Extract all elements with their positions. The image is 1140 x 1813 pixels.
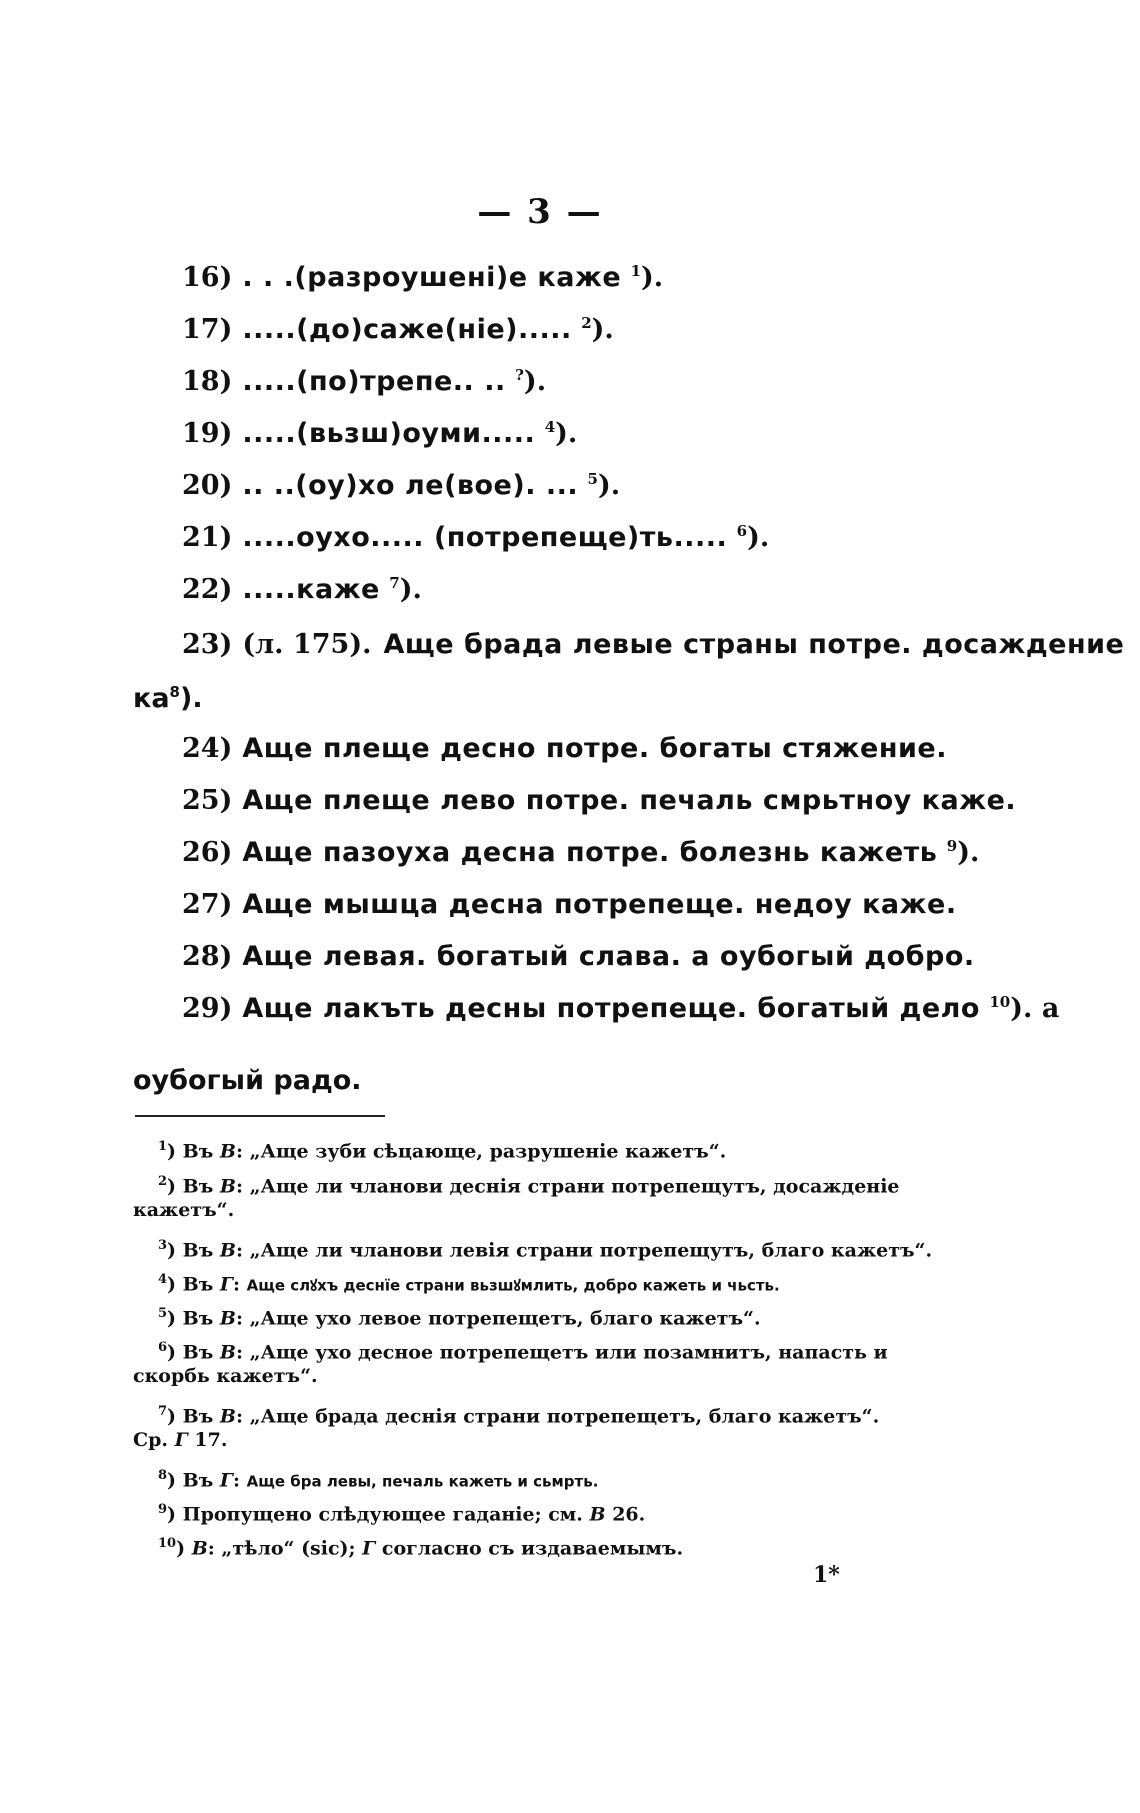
- entry-23-continuation-tail: ).: [179, 683, 203, 714]
- signature-mark: 1*: [813, 1562, 840, 1588]
- footnote-text: ) Въ: [167, 1469, 220, 1492]
- footnote-divider: [135, 1115, 385, 1117]
- entry-number: 24): [182, 733, 233, 764]
- footnote-continuation: [133, 1364, 318, 1388]
- entry-text: .....каже: [242, 574, 380, 605]
- footnote-ref: 1: [630, 262, 641, 280]
- footnote-text: 26.: [605, 1503, 646, 1526]
- entry-text: Аще мышца десна потрепеще. недоу каже.: [242, 889, 957, 920]
- manuscript-siglum: В: [219, 1307, 236, 1330]
- footnote-mark: 8: [158, 1468, 168, 1483]
- entry-tail: ).: [957, 837, 980, 868]
- footnote: [158, 1135, 726, 1163]
- entry-number: 27): [182, 889, 233, 920]
- entry-text: .. ..(оу)хо ле(вое). ...: [242, 470, 579, 501]
- footnote-text: : „Аще ухо левое потрепещетъ, благо кажетъ“.: [235, 1307, 761, 1330]
- footnote-text: ) Въ: [167, 1307, 220, 1330]
- footnote-mark: 2: [158, 1174, 168, 1189]
- entry-number: 20): [182, 470, 233, 501]
- entry-text: Аще брада левые страны потре. досаждение: [383, 629, 1125, 660]
- footnote-text: скорбь кажетъ“.: [133, 1365, 318, 1387]
- footnote-ref: 9: [946, 837, 958, 855]
- footnote-text: согласно съ издаваемымъ.: [375, 1537, 684, 1560]
- entry-text: .....(до)саже(ніе).....: [242, 314, 572, 345]
- entry-number: 19): [182, 418, 233, 449]
- footnote-mark: 7: [158, 1404, 168, 1419]
- footnote-continuation: [133, 1428, 227, 1452]
- footnote: [158, 1464, 598, 1493]
- entry-text: .....(по)трепе.. ..: [242, 366, 506, 397]
- entry-tail: ).: [641, 262, 664, 293]
- footnote-text: 17.: [187, 1429, 228, 1451]
- footnote-mark: 1: [158, 1139, 168, 1154]
- entry-number: 29): [182, 993, 233, 1024]
- entry-line: [182, 837, 979, 868]
- entry-tail: ).: [555, 418, 578, 449]
- entry-number: 17): [182, 314, 233, 345]
- entry-text: Аще плеще лево потре. печаль смрьтноу каже.: [242, 785, 1017, 816]
- entry-line: [182, 574, 422, 605]
- footnote-ref: 8: [169, 683, 180, 701]
- footnote-text: кажетъ“.: [133, 1199, 235, 1221]
- footnote-continuation: [133, 1198, 234, 1222]
- footnote-text: ) Въ: [167, 1140, 220, 1163]
- entry-tail: ). а: [1010, 993, 1060, 1024]
- entry-line: [182, 733, 947, 764]
- footnote: [158, 1170, 900, 1198]
- entry-tail: ).: [523, 366, 547, 397]
- entry-line: [182, 262, 663, 293]
- entry-text: Аще пазоуха десна потре. болезнь кажеть: [242, 837, 938, 868]
- footnote-mark: 4: [158, 1272, 168, 1287]
- entry-number: 25): [182, 785, 233, 816]
- manuscript-siglum: В: [191, 1537, 208, 1560]
- footnote: [158, 1498, 645, 1526]
- footnote-text: : „Аще брада деснія страни потрепещетъ, благо кажетъ“.: [235, 1405, 880, 1428]
- footnote-ref: 5: [587, 470, 598, 488]
- footnote-ref: 2: [581, 314, 592, 332]
- footnote-text: : „Аще ухо десное потрепещетъ или позамнитъ, напасть и: [235, 1341, 888, 1364]
- entry-text: .....(вьзш)оуми.....: [242, 418, 536, 449]
- footnote: [158, 1234, 932, 1262]
- entry-text: . . .(разроушені)е каже: [242, 262, 622, 293]
- footnote-text: : „тѣло“ (sic);: [207, 1537, 363, 1560]
- footnote-quote: Аще слꙋхъ деснїе страни вьзшꙋмлить, добро кажеть и чьсть.: [246, 1276, 780, 1295]
- footnote-ref: 6: [736, 522, 748, 540]
- entry-tail: ).: [597, 470, 621, 501]
- footnote-text: : „Аще ли чланови левія страни потрепещутъ, благо кажетъ“.: [235, 1239, 933, 1262]
- entry-line: [182, 314, 614, 345]
- footnote-text: : „Аще зуби сѣцающе, разрушеніе кажетъ“.: [235, 1140, 727, 1163]
- footnote-text: ) Въ: [167, 1239, 220, 1262]
- footnote-text: ) Въ: [167, 1175, 220, 1198]
- manuscript-siglum: Г: [219, 1273, 234, 1296]
- footnote-mark: 9: [158, 1502, 168, 1517]
- footnote-text: ) Въ: [167, 1273, 220, 1296]
- entry-number: 23): [182, 629, 233, 660]
- entry-line: [182, 418, 577, 449]
- entry-number: 22): [182, 574, 233, 605]
- entry-line: [182, 366, 546, 397]
- footnote: [158, 1336, 888, 1364]
- manuscript-siglum: В: [589, 1503, 606, 1526]
- entry-number: 28): [182, 941, 233, 972]
- entry-tail: ).: [399, 574, 422, 605]
- entry-number: 21): [182, 522, 233, 553]
- footnote-text: :: [233, 1469, 247, 1492]
- entry-folio-ref: (л. 175).: [242, 629, 372, 660]
- entry-29-continuation-text: оубогый радо.: [133, 1065, 362, 1096]
- footnote-mark: 5: [158, 1306, 168, 1321]
- entry-23-continuation-text: ка: [133, 683, 170, 714]
- entry-number: 18): [182, 366, 233, 397]
- manuscript-siglum: Г: [362, 1537, 376, 1560]
- footnote: [158, 1302, 761, 1330]
- manuscript-siglum: В: [219, 1341, 236, 1364]
- footnote: [158, 1268, 780, 1297]
- manuscript-siglum: Г: [174, 1429, 188, 1451]
- entry-23-continuation: [133, 683, 203, 714]
- entry-line: [182, 522, 769, 553]
- entry-line: [182, 993, 1059, 1024]
- entry-tail: ).: [591, 314, 614, 345]
- footnote-quote: Аще бра левы, печаль кажеть и сьмрть.: [246, 1472, 599, 1491]
- manuscript-siglum: Г: [219, 1469, 234, 1492]
- entry-text: .....оухо..... (потрепеще)ть.....: [242, 522, 728, 553]
- entry-text: Аще лакъть десны потрепеще. богатый дело: [242, 993, 980, 1024]
- footnote: [158, 1532, 683, 1560]
- footnote-mark: 10: [158, 1536, 177, 1551]
- entry-line: [182, 941, 975, 972]
- entry-line: [182, 629, 1124, 660]
- footnote-ref: ?: [515, 366, 524, 384]
- entry-number: 16): [182, 262, 233, 293]
- footnote-text: :: [233, 1273, 247, 1296]
- footnote-text: : „Аще ли чланови деснія страни потрепещутъ, досажденіе: [235, 1175, 900, 1198]
- entry-29-continuation: [133, 1065, 362, 1096]
- manuscript-siglum: В: [219, 1175, 236, 1198]
- page-number: — 3 —: [477, 192, 603, 232]
- footnote-text: ) Въ: [167, 1341, 220, 1364]
- entry-text: Аще плеще десно потре. богаты стяжение.: [242, 733, 947, 764]
- footnote: [158, 1400, 879, 1428]
- footnote-mark: 6: [158, 1340, 168, 1355]
- entry-line: [182, 470, 620, 501]
- footnote-text: ) Пропущено слѣдующее гаданіе; см.: [167, 1503, 590, 1526]
- manuscript-siglum: В: [219, 1405, 236, 1428]
- footnote-text: ): [176, 1537, 192, 1560]
- entry-line: [182, 889, 957, 920]
- entry-number: 26): [182, 837, 233, 868]
- footnote-text: ) Въ: [167, 1405, 220, 1428]
- entry-tail: ).: [747, 522, 770, 553]
- footnote-ref: 4: [544, 418, 556, 436]
- footnote-mark: 3: [158, 1238, 168, 1253]
- entry-text: Аще левая. богатый слава. а оубогый добро.: [242, 941, 975, 972]
- footnote-text: Ср.: [133, 1429, 175, 1451]
- footnote-ref: 10: [989, 993, 1011, 1011]
- manuscript-siglum: В: [219, 1239, 236, 1262]
- footnote-ref: 7: [389, 574, 400, 592]
- entry-line: [182, 785, 1016, 816]
- manuscript-siglum: В: [219, 1140, 236, 1163]
